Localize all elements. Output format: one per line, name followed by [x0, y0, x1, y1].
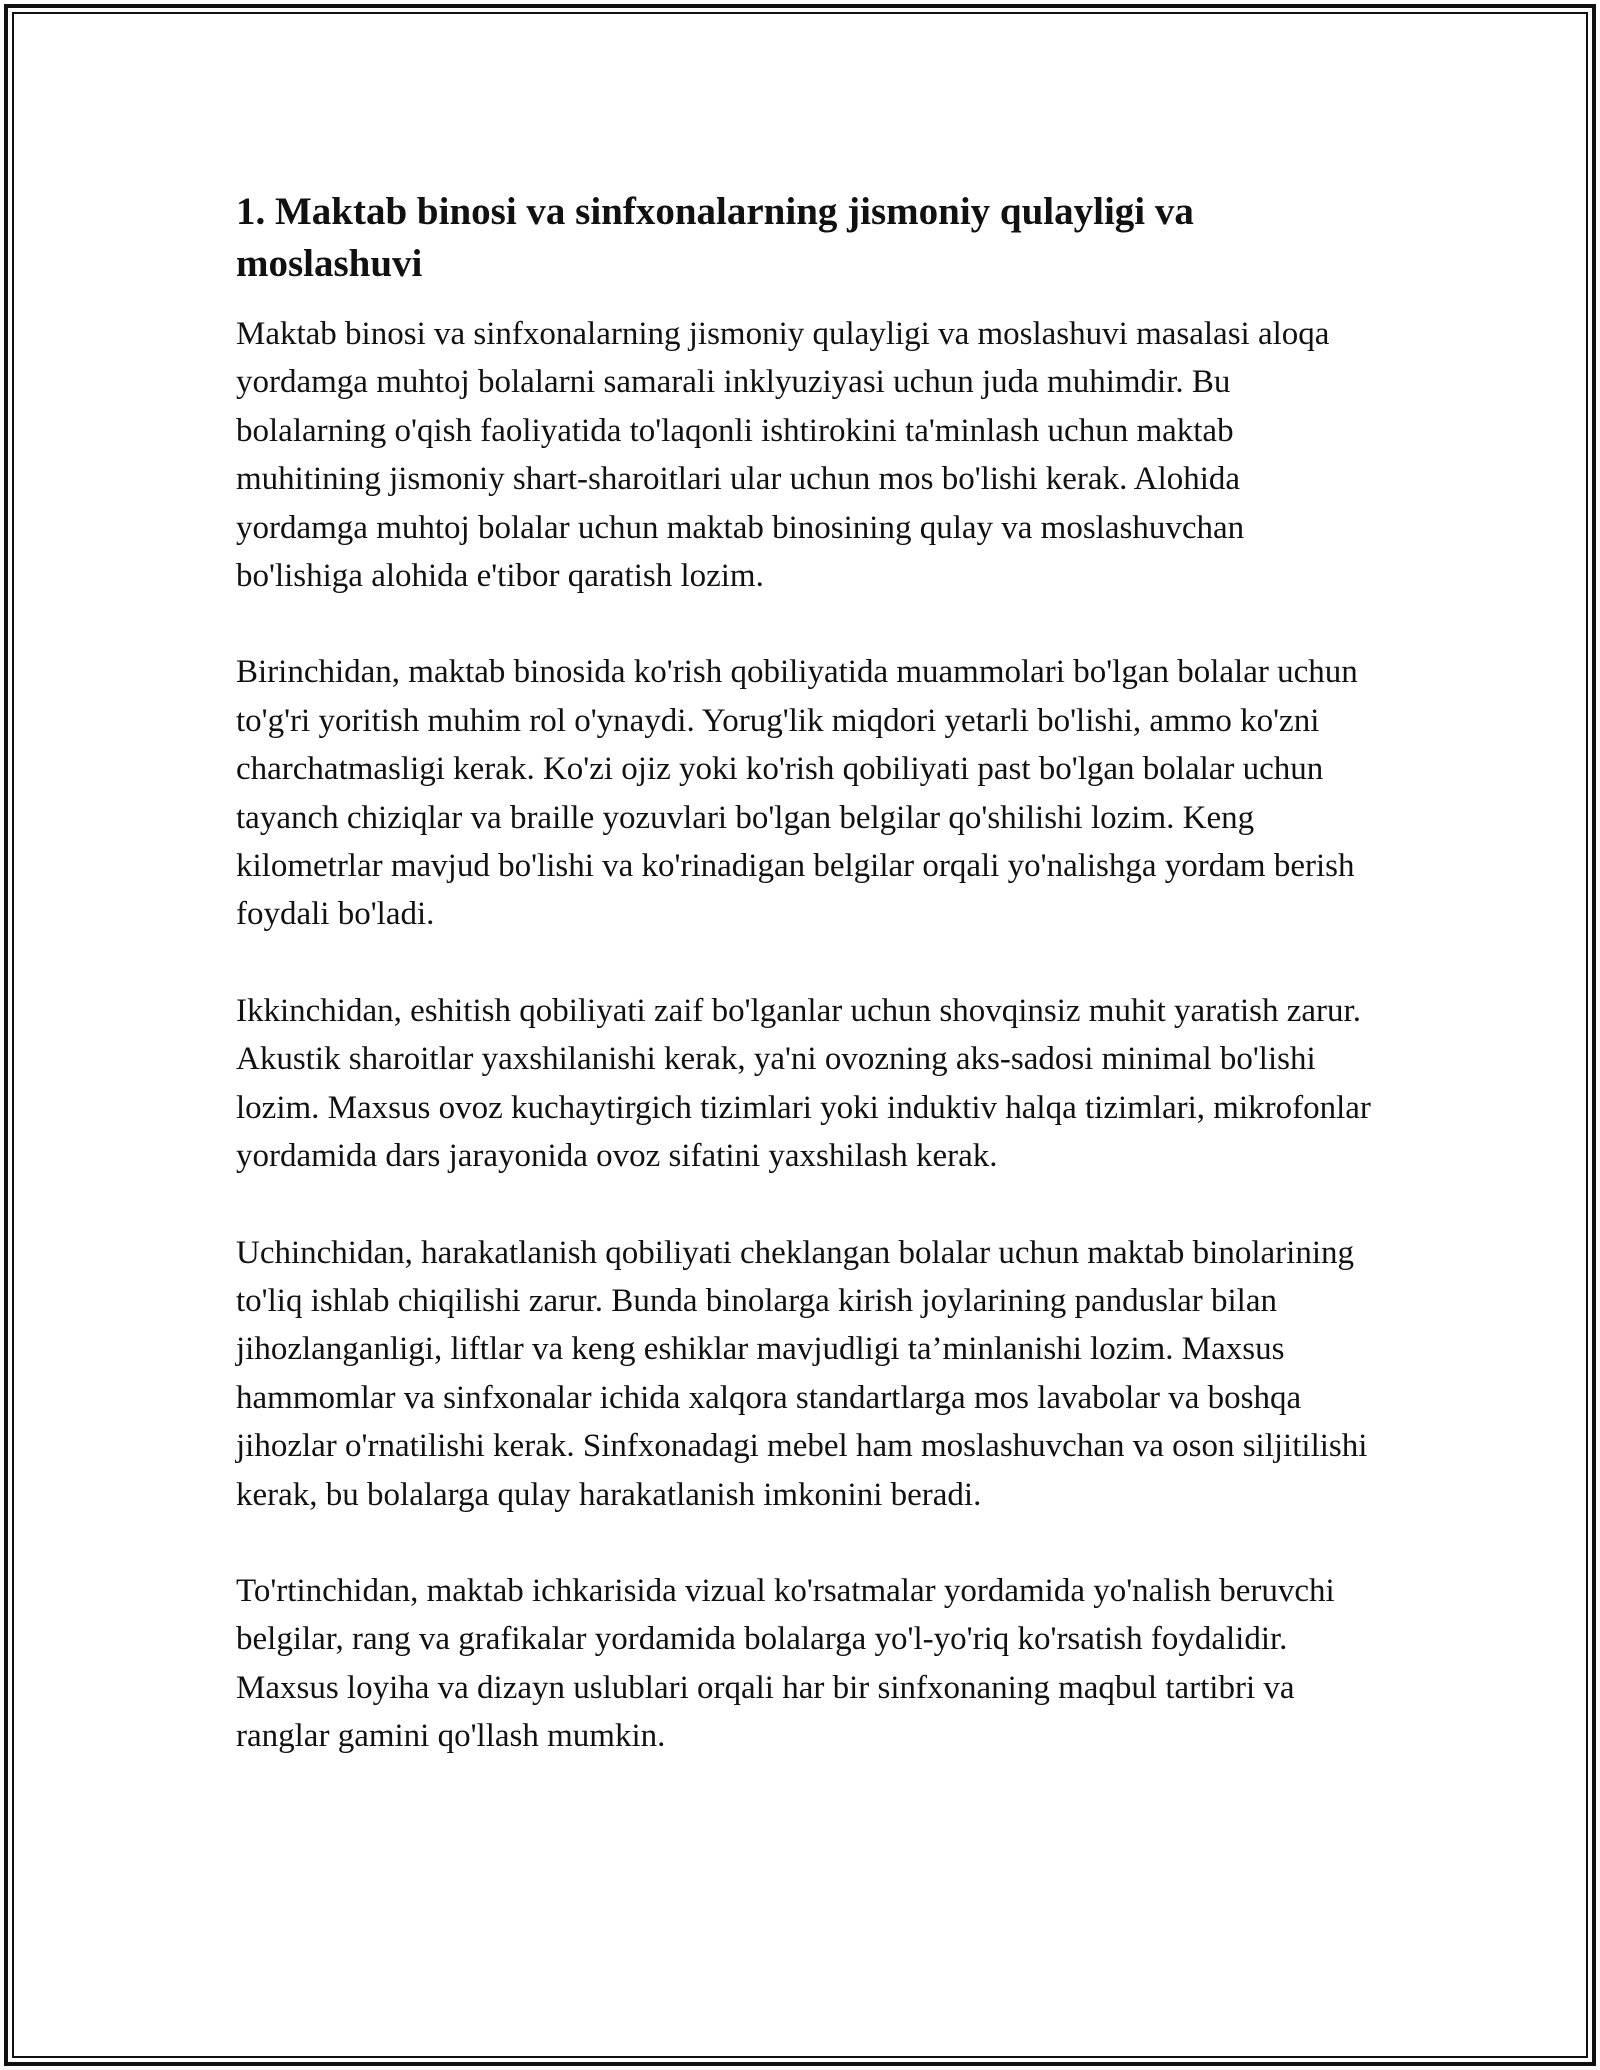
paragraph-mobility: Uchinchidan, harakatlanish qobiliyati cheklangan bolalar uchun maktab binolarining to'liq ishlab chiqilishi zarur. Bunda binolarga kirish joylarining panduslar bilan jihozlanganligi, liftlar va keng eshiklar mavjudligi ta’minlanishi lozim. Maxsus hammomlar va sinfxonalar ichida xalqora standartlarga mos lavabolar va boshqa jihozlar o'rnatilishi kerak. Sinfxonadagi mebel ham moslashuvchan va oson siljitilishi kerak, bu bolalarga qulay harakatlanish imkonini beradi.: [236, 1234, 1368, 1513]
paragraph-acoustics: Ikkinchidan, eshitish qobiliyati zaif bo'lganlar uchun shovqinsiz muhit yaratish zarur. Akustik sharoitlar yaxshilanishi kerak, ya'ni ovozning aks-sadosi minimal bo'lishi lozim. Maxsus ovoz kuchaytirgich tizimlari yoki induktiv halqa tizimlari, mikrofonlar yordamida dars jarayonida ovoz sifatini yaxshilash kerak.: [236, 992, 1371, 1175]
paragraph-visual-guidance: To'rtinchidan, maktab ichkarisida vizual ko'rsatmalar yordamida yo'nalish beruvchi belgilar, rang va grafikalar yordamida bolalarga yo'l-yo'riq ko'rsatish foydalidir. Maxsus loyiha va dizayn uslublari orqali har bir sinfxonaning maqbul tartibri va ranglar gamini qo'llash mumkin.: [236, 1572, 1335, 1755]
paragraph-lighting: Birinchidan, maktab binosida ko'rish qobiliyatida muammolari bo'lgan bolalar uchun to'g'ri yoritish muhim rol o'ynaydi. Yorug'lik miqdori yetarli bo'lishi, ammo ko'zni charchatmasligi kerak. Ko'zi ojiz yoki ko'rish qobiliyati past bo'lgan bolalar uchun tayanch chiziqlar va braille yozuvlari bo'lgan belgilar qo'shilishi lozim. Keng kilometrlar mavjud bo'lishi va ko'rinadigan belgilar orqali yo'nalishga yordam berish foydali bo'ladi.: [236, 654, 1358, 933]
document-body: [236, 186, 1376, 1761]
paragraph-intro: Maktab binosi va sinfxonalarning jismoniy qulayligi va moslashuvi masalasi aloqa yordamga muhtoj bolalarni samarali inklyuziyasi uchun juda muhimdir. Bu bolalarning o'qish faoliyatida to'laqonli ishtirokini ta'minlash uchun maktab muhitining jismoniy shart-sharoitlari ular uchun mos bo'lishi kerak. Alohida yordamga muhtoj bolalar uchun maktab binosining qulay va moslashuvchan bo'lishiga alohida e'tibor qaratish lozim.: [236, 316, 1330, 595]
section-heading: 1. Maktab binosi va sinfxonalarning jismoniy qulayligi va moslashuvi: [236, 190, 1194, 285]
